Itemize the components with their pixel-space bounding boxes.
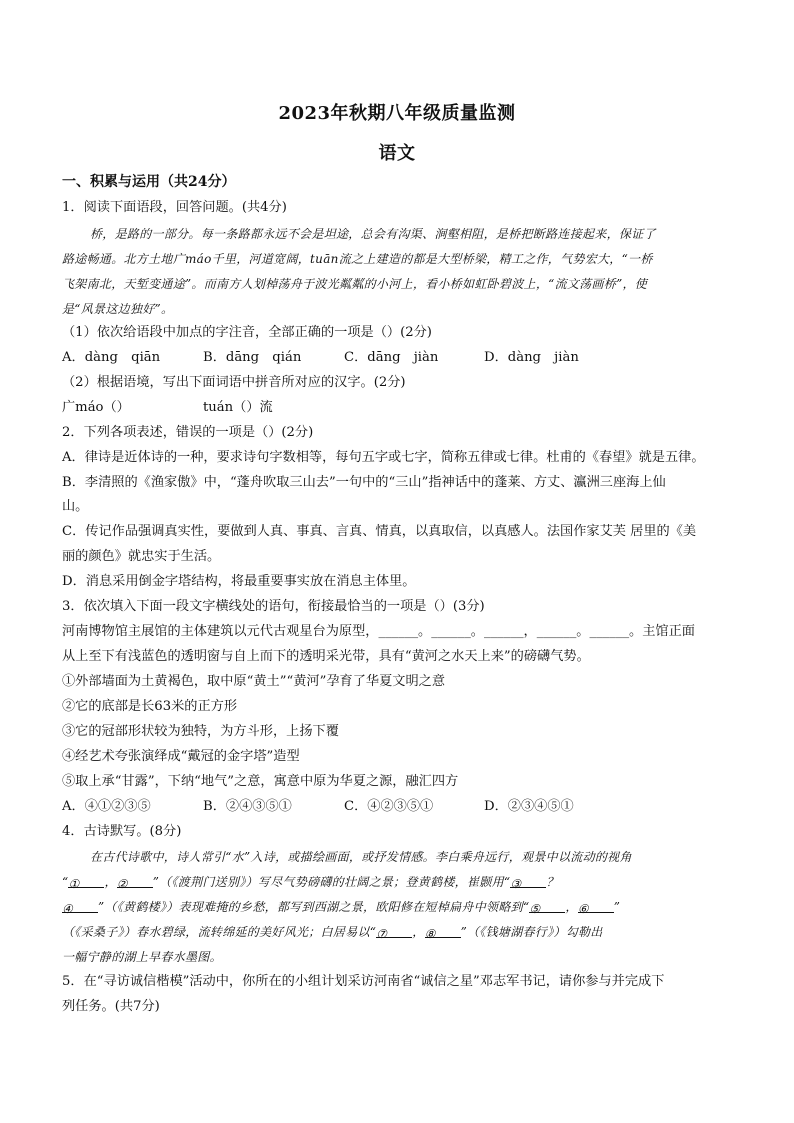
q3-paragraph: 从上至下有浅蓝色的透明窗与自上而下的透明采光带，具有“黄河之水天上来”的磅礴气势。: [62, 649, 590, 664]
q3-item: ②它的底部是长63米的正方形: [62, 699, 238, 714]
q2-option-line: D．消息采用倒金字塔结构，将最重要事实放在消息主体里。: [62, 574, 416, 589]
q2-option-line: B．李清照的《渔家傲》中，“蓬舟吹取三山去”一句中的“三山”指神话中的蓬莱、方丈、瀛洲三座海上仙: [62, 475, 666, 490]
blank-7[interactable]: ⑦: [376, 924, 412, 938]
blank-8[interactable]: ⑧: [425, 924, 461, 938]
q1-sub1: （1）依次给语段中加点的字注音，全部正确的一项是（）(2分): [62, 325, 432, 340]
q2-option-line: 山。: [62, 499, 89, 514]
q5-stem: 5．在“寻访诚信楷模”活动中，你所在的小组计划采访河南省“诚信之星”邓志军书记，请你参与并完成下: [62, 974, 665, 989]
q1-passage-line: 是“风景这边独好”。: [62, 302, 174, 316]
q3-item: ④经艺术夸张演绎成“戴冠的金字塔”造型: [62, 749, 300, 764]
q3-item: ③它的冠部形状较为独特，为方斗形，上扬下覆: [62, 724, 339, 739]
section-heading: 一、积累与运用（共24分）: [62, 174, 236, 190]
blank-6[interactable]: ⑥: [578, 899, 614, 913]
blank-1[interactable]: ①: [68, 874, 104, 888]
q4-passage-line: 一幅宁静的湖上早春水墨图。: [62, 950, 222, 964]
option-b: B．②④③⑤①: [203, 799, 292, 814]
q3-item: ①外部墙面为土黄褐色，取中原“黄土”“黄河”孕育了华夏文明之意: [62, 674, 446, 689]
option-a: A．④①②③⑤: [62, 799, 151, 814]
blank-2[interactable]: ②: [117, 874, 153, 888]
q1-word-item: 广máo（）: [62, 400, 130, 415]
q1-passage-line: 路途畅通。北方土地广máo千里，河道宽阔，tuān流之上建造的都是大型桥梁，精工之作，气势宏大，“一桥: [62, 252, 653, 266]
q1-stem: 1．阅读下面语段，回答问题。(共4分): [62, 200, 287, 215]
option-c: C．④②③⑤①: [344, 799, 434, 814]
q2-stem: 2．下列各项表述，错误的一项是（）(2分): [62, 425, 314, 440]
blank-5[interactable]: ⑤: [529, 899, 565, 913]
option-d: D．②③④⑤①: [484, 799, 574, 814]
option-b: B．dāng qián: [203, 350, 302, 365]
q2-option-line: A．律诗是近体诗的一种，要求诗句字数相等，每句五字或七字，简称五律或七律。杜甫的《春望》就是五律。: [62, 450, 705, 465]
q3-paragraph: 河南博物馆主展馆的主体建筑以元代古观星台为原型，______。______。______，______。______。主馆正面: [62, 624, 695, 639]
blank-3[interactable]: ③: [510, 874, 546, 888]
q1-word-item: tuán（）流: [203, 400, 273, 415]
q1-passage-line: 飞架南北，天堑变通途”。而南方人划棹荡舟于波光粼粼的小河上，看小桥如虹卧碧波上，“流文荡画桥”，使: [62, 277, 648, 291]
q4-passage-line: “① ，② ”（《渡荆门送别》）写尽气势磅礴的壮阔之景；登黄鹤楼，崔颢用“③ ？: [62, 875, 559, 891]
q2-option-line: C．传记作品强调真实性，要做到人真、事真、言真、情真，以真取信，以真感人。法国作家艾芙 居里的《美: [62, 524, 697, 539]
q4-passage-line: 在古代诗歌中，诗人常引“水”入诗，或描绘画面，或抒发情感。李白乘舟远行，观景中以流动的视角: [90, 850, 632, 864]
option-a: A．dàng qiān: [62, 350, 161, 365]
q3-item: ⑤取上承“甘露”，下纳“地气”之意，寓意中原为华夏之源，融汇四方: [62, 774, 459, 789]
q1-passage-line: 桥，是路的一部分。每一条路都永远不会是坦途，总会有沟渠、涧壑相阻，是桥把断路连接起来，保证了: [90, 227, 656, 241]
exam-title: 2023年秋期八年级质量监测: [278, 103, 516, 124]
q4-stem: 4．古诗默写。(8分): [62, 824, 182, 839]
option-c: C．dāng jiàn: [344, 350, 439, 365]
q1-sub2: （2）根据语境，写出下面词语中拼音所对应的汉字。(2分): [62, 375, 406, 390]
option-d: D．dàng jiàn: [484, 350, 579, 365]
q5-stem: 列任务。(共7分): [62, 999, 160, 1014]
q3-stem: 3．依次填入下面一段文字横线处的语句，衔接最恰当的一项是（）(3分): [62, 599, 485, 614]
subject-title: 语文: [378, 143, 416, 164]
q4-passage-line: ④ ”（《黄鹤楼》）表现难掩的乡愁，都写到西湖之景，欧阳修在短棹扁舟中领略到“⑤ ，⑥ ”: [62, 900, 621, 916]
q2-option-line: 丽的颜色》就忠实于生活。: [62, 549, 221, 564]
q4-passage-line: （《采桑子》）春水碧绿，流转绵延的美好风光；白居易以“⑦ ，⑧ ”（《钱塘湖春行》）勾勒出: [62, 925, 603, 941]
blank-4[interactable]: ④: [62, 899, 98, 913]
